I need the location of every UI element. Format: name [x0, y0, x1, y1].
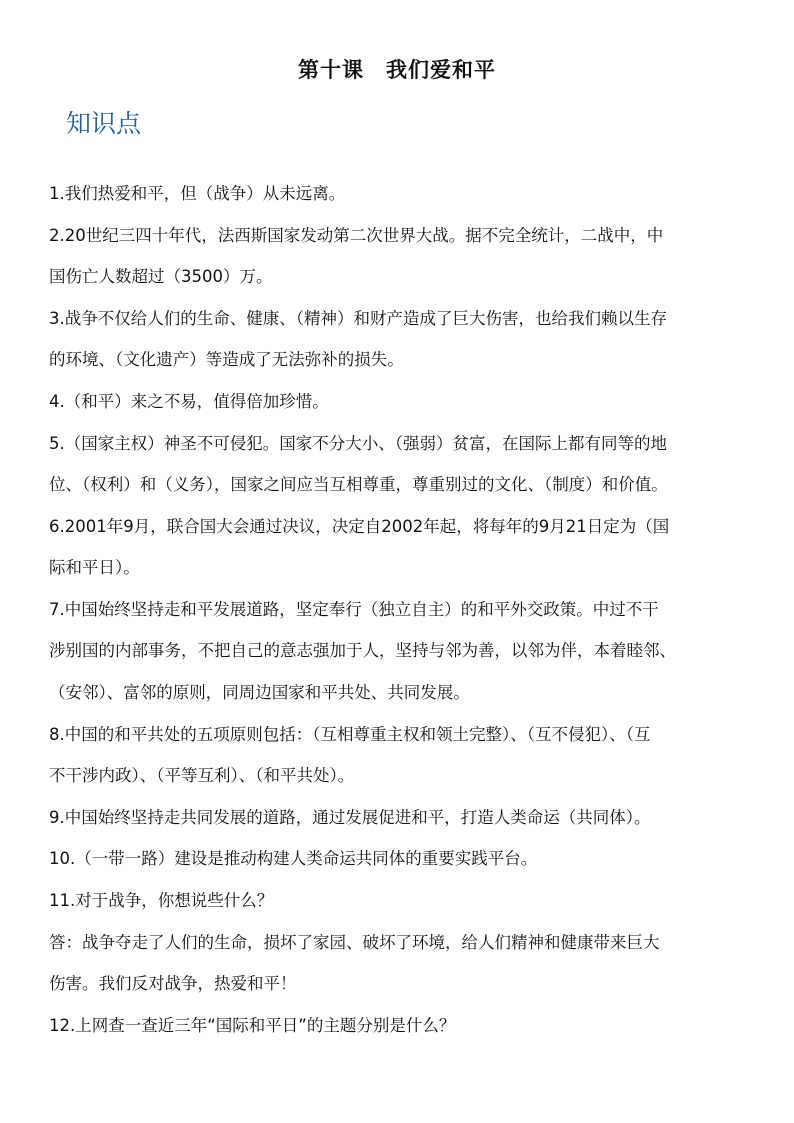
text-line: （安邻）、富邻的原则，同周边国家和平共处、共同发展。	[49, 683, 470, 702]
text-line: 7.中国始终坚持走和平发展道路，坚定奉行（独立自主）的和平外交政策。中过不干	[49, 600, 659, 619]
text-line: 的环境、（文化遗产）等造成了无法弥补的损失。	[49, 350, 404, 369]
text-line: 涉别国的内部事务，不把自己的意志强加于人，坚持与邻为善，以邻为伴，本着睦邻、	[49, 641, 676, 660]
text-line: 11.对于战争，你想说些什么？	[49, 891, 274, 910]
text-line: 12.上网查一查近三年“国际和平日”的主题分别是什么？	[49, 1016, 456, 1035]
text-line: 位、（权利）和（义务），国家之间应当互相尊重，尊重别过的文化、（制度）和价值。	[49, 475, 668, 494]
text-line: 3.战争不仅给人们的生命、健康、（精神）和财产造成了巨大伤害，也给我们赖以生存	[49, 309, 667, 328]
lesson-title: 第十课 我们爱和平	[298, 57, 496, 82]
text-line: 国伤亡人数超过（3500）万。	[49, 267, 273, 286]
text-line: 4.（和平）来之不易，值得倍加珍惜。	[49, 392, 329, 411]
text-line: 5.（国家主权）神圣不可侵犯。国家不分大小、（强弱）贫富，在国际上都有同等的地	[49, 434, 667, 453]
section-heading: 知识点	[66, 109, 142, 138]
text-line: 10.（一带一路）建设是推动构建人类命运共同体的重要实践平台。	[49, 849, 538, 868]
text-line: 8.中国的和平共处的五项原则包括：（互相尊重主权和领土完整）、（互不侵犯）、（互	[49, 725, 651, 744]
text-line: 6.2001年9月，联合国大会通过决议，决定自2002年起，将每年的9月21日定为（国	[49, 517, 670, 536]
text-line: 际和平日）。	[49, 558, 140, 577]
text-line: 伤害。我们反对战争，热爱和平！	[49, 974, 297, 993]
text-line: 9.中国始终坚持走共同发展的道路，通过发展促进和平，打造人类命运（共同体）。	[49, 808, 651, 827]
text-line: 2.20世纪三四十年代，法西斯国家发动第二次世界大战。据不完全统计，二战中，中	[49, 226, 664, 245]
text-line: 答：战争夺走了人们的生命，损坏了家园、破坏了环境，给人们精神和健康带来巨大	[49, 933, 660, 952]
text-line: 不干涉内政）、（平等互利）、（和平共处）。	[49, 766, 355, 785]
text-line: 1.我们热爱和平，但（战争）从未远离。	[49, 184, 346, 203]
